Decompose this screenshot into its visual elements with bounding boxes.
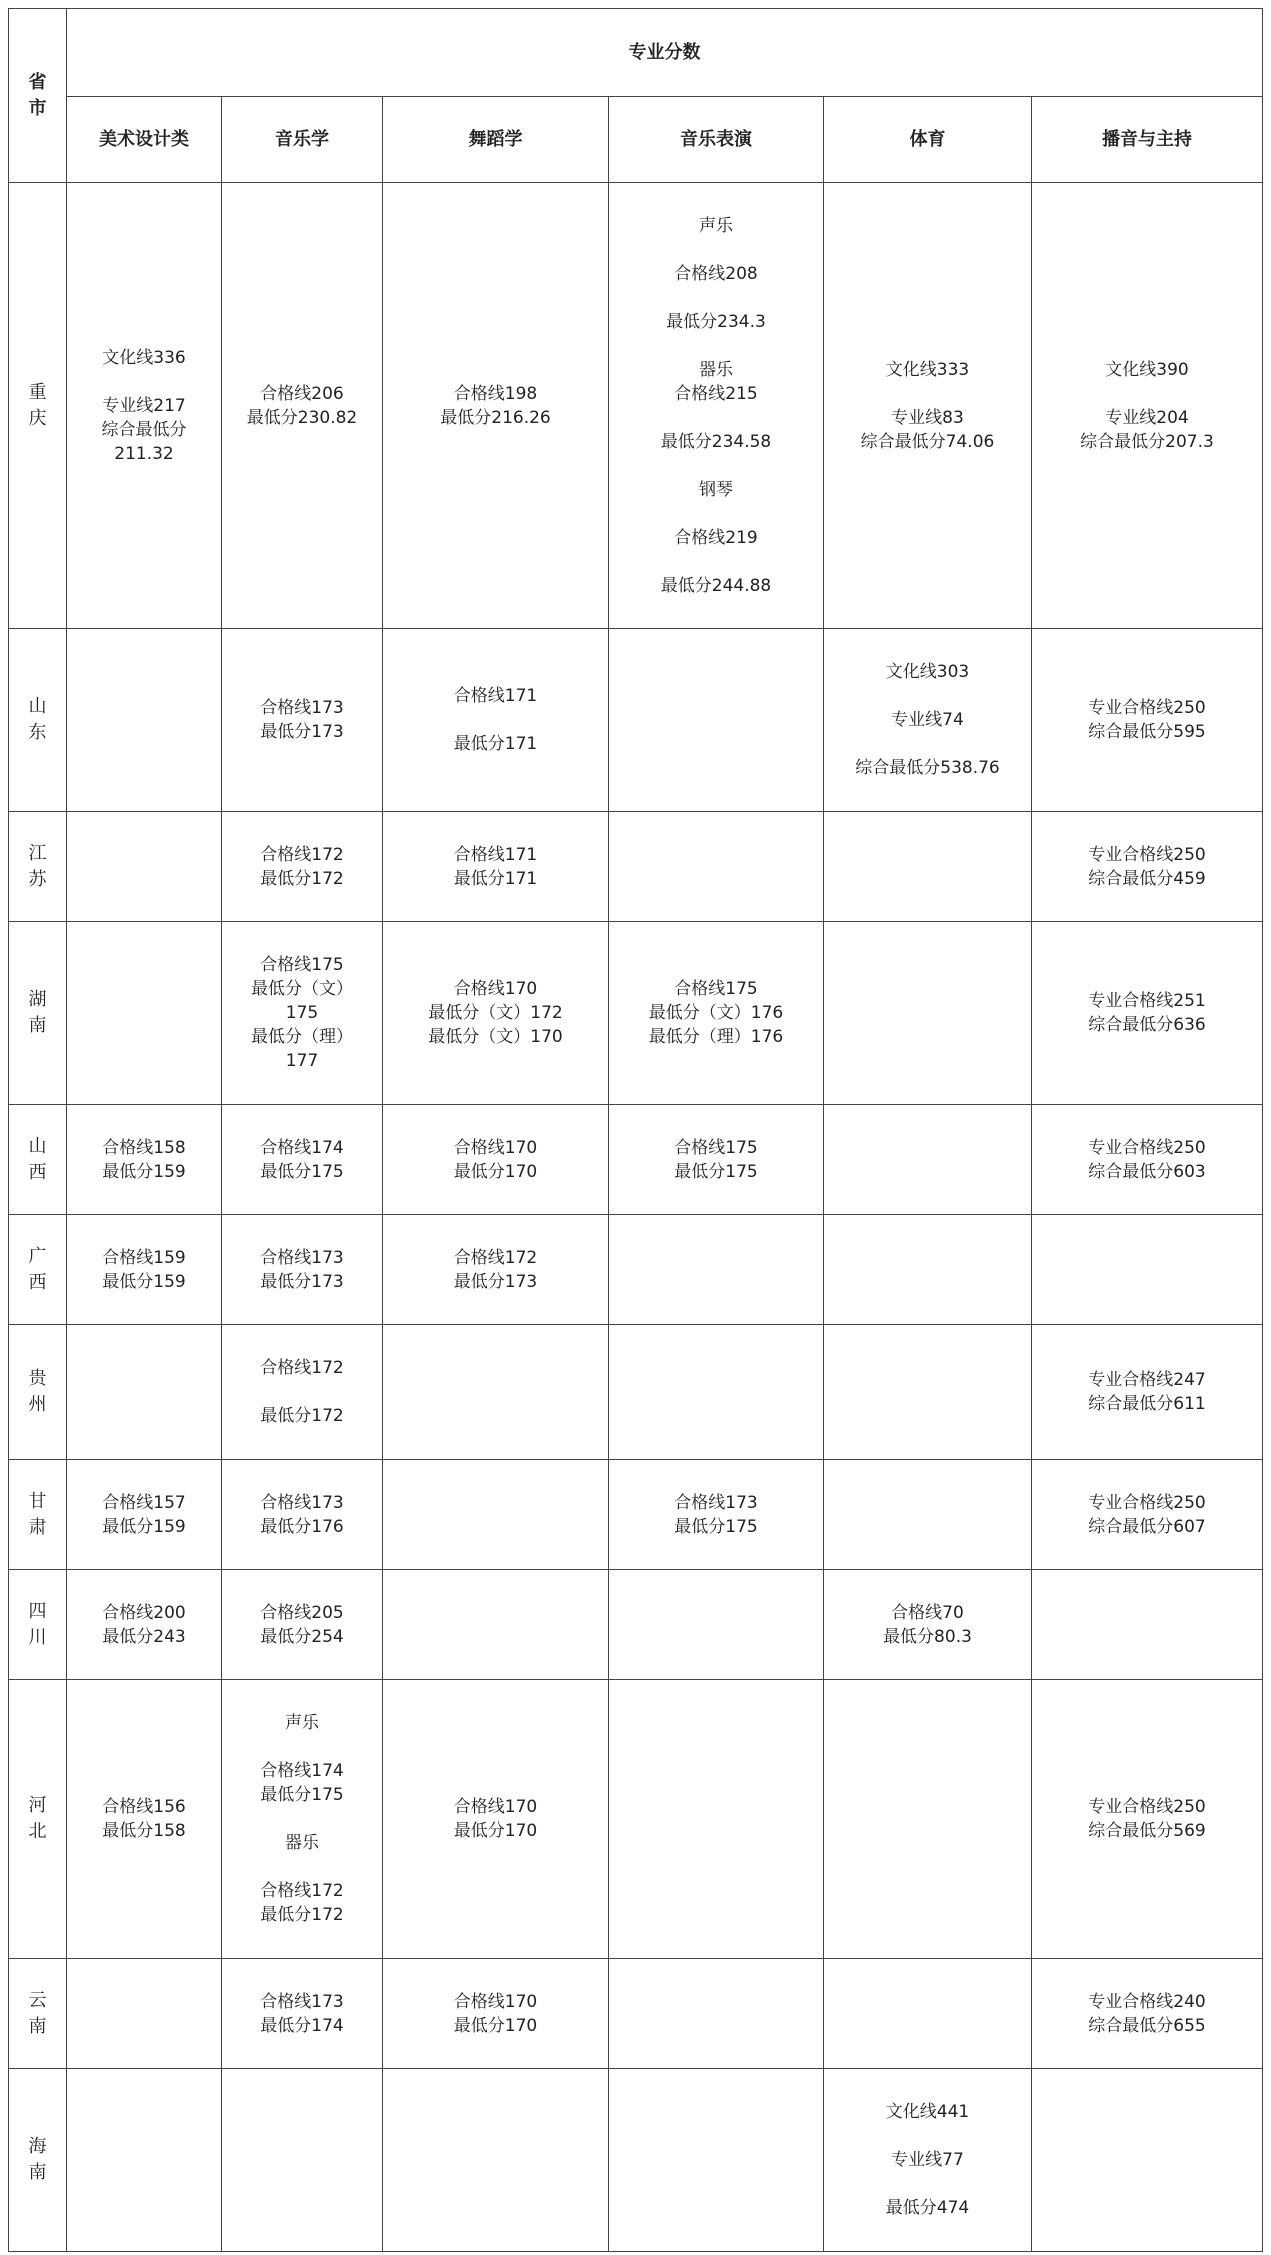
- group-header: 专业分数: [67, 9, 1263, 97]
- province-cell: [9, 183, 67, 629]
- score-cell-music-performance: [609, 183, 824, 629]
- score-line: 专业合格线250: [1088, 698, 1206, 718]
- province-name: 河北: [28, 1795, 47, 1842]
- score-cell-musicology: [222, 1215, 383, 1325]
- score-cell-music-performance: [609, 1570, 824, 1680]
- score-cell-musicology: [222, 2069, 383, 2252]
- score-line: 合格线173: [674, 1492, 758, 1513]
- score-cell-broadcasting: [1032, 922, 1263, 1105]
- score-cell-musicology: [222, 1570, 383, 1680]
- score-cell-broadcasting: [1032, 1959, 1263, 2069]
- province-name: 山西: [28, 1135, 47, 1183]
- line-gap: [828, 2124, 1027, 2148]
- score-cell-broadcasting: [1032, 1325, 1263, 1460]
- score-line: 文化线390: [1105, 359, 1189, 380]
- score-line: 最低分（理）: [251, 1027, 353, 1047]
- score-line: 最低分170: [453, 1161, 538, 1182]
- score-cell-music-performance: [609, 922, 824, 1105]
- line-gap: [613, 406, 819, 430]
- score-cell-pe: [824, 922, 1032, 1105]
- line-gap: [613, 286, 819, 310]
- score-line: 最低分171: [453, 868, 538, 889]
- score-line: 声乐: [699, 215, 733, 236]
- score-line: 最低分80.3: [883, 1626, 972, 1647]
- province-name: 湖南: [28, 989, 47, 1036]
- line-gap: [828, 382, 1027, 406]
- province-cell: [9, 1325, 67, 1460]
- line-gap: [226, 1380, 378, 1404]
- score-cell-pe: [824, 629, 1032, 812]
- col-header-musicology: 音乐学: [222, 97, 383, 183]
- province-cell: [9, 1680, 67, 1959]
- score-line: 合格线159: [102, 1247, 186, 1268]
- score-line: 合格线174: [260, 1761, 344, 1781]
- score-line: 合格线205: [260, 1602, 344, 1623]
- score-cell-pe: [824, 1680, 1032, 1959]
- line-gap: [613, 238, 819, 262]
- score-cell-broadcasting: [1032, 1105, 1263, 1215]
- score-line: 专业线74: [891, 710, 964, 730]
- score-line: 综合最低分74.06: [860, 431, 995, 452]
- score-cell-musicology: [222, 1959, 383, 2069]
- score-cell-art: [67, 1959, 222, 2069]
- score-line: 合格线200: [102, 1602, 186, 1623]
- score-line: 最低分172: [260, 1406, 344, 1426]
- score-cell-art: [67, 1215, 222, 1325]
- score-line: 综合最低分569: [1088, 1821, 1206, 1841]
- score-line: 合格线172: [260, 1358, 344, 1378]
- score-line: 合格线219: [674, 527, 758, 548]
- score-line: 最低分（文）: [251, 979, 353, 999]
- score-cell-music-performance: [609, 812, 824, 922]
- score-line: 最低分172: [260, 1905, 344, 1925]
- province-cell: [9, 2069, 67, 2252]
- score-cell-broadcasting: [1032, 1680, 1263, 1959]
- table-row: [9, 1325, 1263, 1460]
- line-gap: [613, 454, 819, 478]
- score-cell-music-performance: [609, 1460, 824, 1570]
- score-line: 最低分234.3: [666, 311, 766, 332]
- score-cell-art: [67, 1325, 222, 1460]
- score-cell-music-performance: [609, 1959, 824, 2069]
- score-line: 专业线217: [102, 395, 186, 416]
- province-name: 甘肃: [28, 1490, 47, 1538]
- score-cell-musicology: [222, 922, 383, 1105]
- province-header: [9, 9, 67, 183]
- score-line: 合格线170: [453, 1137, 538, 1158]
- score-cell-dance: [383, 1959, 609, 2069]
- score-line: 合格线170: [453, 1991, 538, 2012]
- score-line: 专业合格线250: [1088, 844, 1206, 865]
- score-line: 最低分170: [453, 1821, 538, 1841]
- score-line: 最低分243: [102, 1626, 186, 1647]
- score-line: 最低分173: [260, 1271, 344, 1292]
- table-row: [9, 183, 1263, 629]
- line-gap: [613, 334, 819, 358]
- score-line: 最低分175: [674, 1516, 758, 1537]
- table-row: [9, 1215, 1263, 1325]
- score-cell-dance: [383, 2069, 609, 2252]
- table-row: [9, 1460, 1263, 1570]
- table-row: [9, 2069, 1263, 2252]
- province-cell: [9, 1570, 67, 1680]
- score-cell-dance: [383, 812, 609, 922]
- score-cell-musicology: [222, 1325, 383, 1460]
- score-cell-dance: [383, 1460, 609, 1570]
- score-line: 合格线170: [453, 1797, 538, 1817]
- score-line: 合格线175: [260, 955, 344, 975]
- score-cell-art: [67, 1460, 222, 1570]
- score-cell-broadcasting: [1032, 629, 1263, 812]
- table-row: [9, 1570, 1263, 1680]
- score-line: 文化线333: [885, 359, 970, 380]
- score-line: 合格线208: [674, 263, 758, 284]
- score-line: 综合最低分607: [1088, 1516, 1206, 1537]
- score-line: 器乐: [699, 359, 733, 380]
- score-cell-broadcasting: [1032, 1460, 1263, 1570]
- score-cell-pe: [824, 1105, 1032, 1215]
- score-line: 最低分254: [260, 1626, 344, 1647]
- score-line: 综合最低分538.76: [855, 758, 1000, 778]
- score-line: 综合最低分636: [1088, 1015, 1206, 1035]
- line-gap: [226, 1735, 378, 1759]
- score-line: 专业合格线250: [1088, 1137, 1206, 1158]
- table-row: [9, 922, 1263, 1105]
- score-line: 最低分158: [102, 1821, 186, 1841]
- col-header-dance: 舞蹈学: [383, 97, 609, 183]
- score-cell-pe: [824, 183, 1032, 629]
- score-line: 专业合格线251: [1088, 991, 1206, 1011]
- score-cell-dance: [383, 1680, 609, 1959]
- score-cell-musicology: [222, 183, 383, 629]
- province-cell: [9, 1215, 67, 1325]
- score-line: 专业合格线240: [1088, 1991, 1206, 2012]
- score-cell-art: [67, 2069, 222, 2252]
- province-cell: [9, 1105, 67, 1215]
- score-line: 专业线204: [1105, 407, 1189, 428]
- score-line: 合格线158: [102, 1137, 186, 1158]
- table-row: [9, 629, 1263, 812]
- score-line: 最低分173: [453, 1271, 538, 1292]
- score-line: 合格线170: [453, 979, 538, 999]
- score-line: 合格线173: [260, 1991, 344, 2012]
- province-cell: [9, 1959, 67, 2069]
- score-line: 175: [285, 1003, 319, 1023]
- col-header-music-performance: 音乐表演: [609, 97, 824, 183]
- score-line: 最低分234.58: [660, 431, 772, 452]
- province-cell: [9, 922, 67, 1105]
- table-row: [9, 1105, 1263, 1215]
- score-cell-art: [67, 812, 222, 922]
- score-line: 合格线175: [674, 979, 758, 999]
- score-line: 合格线206: [260, 383, 344, 404]
- score-cell-dance: [383, 922, 609, 1105]
- score-line: 177: [285, 1051, 319, 1071]
- score-cell-dance: [383, 1570, 609, 1680]
- score-line: 最低分171: [453, 734, 538, 754]
- score-line: 综合最低分595: [1088, 722, 1206, 742]
- province-cell: [9, 812, 67, 922]
- score-line: 综合最低分655: [1088, 2015, 1206, 2036]
- line-gap: [226, 1807, 378, 1831]
- score-line: 最低分159: [102, 1516, 186, 1537]
- province-header-text: 省市: [28, 71, 47, 119]
- score-line: 综合最低分207.3: [1080, 431, 1214, 452]
- province-name: 海南: [28, 2136, 47, 2183]
- score-cell-musicology: [222, 1680, 383, 1959]
- score-cell-music-performance: [609, 1325, 824, 1460]
- score-line: 最低分174: [260, 2015, 344, 2036]
- province-name: 山东: [28, 696, 47, 743]
- score-line: 合格线173: [260, 1247, 344, 1268]
- province-name: 重庆: [28, 381, 47, 429]
- line-gap: [828, 2172, 1027, 2196]
- score-cell-broadcasting: [1032, 1570, 1263, 1680]
- score-line: 合格线172: [453, 1247, 538, 1268]
- province-name: 广西: [28, 1245, 47, 1293]
- score-line: 专业线77: [891, 2150, 964, 2170]
- line-gap: [613, 502, 819, 526]
- score-cell-art: [67, 183, 222, 629]
- score-line: 钢琴: [699, 479, 733, 500]
- score-cell-music-performance: [609, 2069, 824, 2252]
- score-line: 最低分159: [102, 1161, 186, 1182]
- score-cell-art: [67, 922, 222, 1105]
- score-line: 最低分216.26: [440, 407, 551, 428]
- province-cell: [9, 1460, 67, 1570]
- score-cell-art: [67, 629, 222, 812]
- province-name: 贵州: [28, 1368, 47, 1415]
- score-line: 最低分172: [260, 868, 344, 889]
- score-line: 合格线70: [891, 1602, 964, 1623]
- score-line: 器乐: [285, 1833, 319, 1853]
- score-cell-musicology: [222, 812, 383, 922]
- score-cell-dance: [383, 1215, 609, 1325]
- score-line: 声乐: [285, 1713, 319, 1733]
- line-gap: [71, 370, 217, 394]
- score-cell-dance: [383, 629, 609, 812]
- score-line: 最低分（文）170: [428, 1027, 563, 1047]
- col-header-pe: 体育: [824, 97, 1032, 183]
- score-line: 合格线198: [453, 383, 538, 404]
- score-line: 合格线172: [260, 844, 344, 865]
- score-cell-art: [67, 1680, 222, 1959]
- score-cell-music-performance: [609, 1680, 824, 1959]
- score-cell-pe: [824, 1215, 1032, 1325]
- score-cell-broadcasting: [1032, 812, 1263, 922]
- score-cell-music-performance: [609, 1215, 824, 1325]
- province-name: 江苏: [28, 842, 47, 890]
- score-line: 合格线173: [260, 1492, 344, 1513]
- score-cell-musicology: [222, 629, 383, 812]
- score-line: 最低分176: [260, 1516, 344, 1537]
- score-line: 合格线215: [674, 383, 758, 404]
- score-cell-music-performance: [609, 1105, 824, 1215]
- score-line: 综合最低分603: [1088, 1161, 1206, 1182]
- score-line: 合格线156: [102, 1797, 186, 1817]
- table-row: [9, 1680, 1263, 1959]
- score-line: 文化线441: [885, 2102, 970, 2122]
- score-line: 最低分175: [260, 1161, 344, 1182]
- score-line: 综合最低分459: [1088, 868, 1206, 889]
- score-cell-music-performance: [609, 629, 824, 812]
- line-gap: [387, 708, 604, 732]
- line-gap: [226, 1855, 378, 1879]
- score-line: 最低分（文）176: [648, 1003, 784, 1023]
- score-line: 合格线171: [453, 844, 538, 865]
- score-line: 合格线175: [674, 1137, 758, 1158]
- table-row: [9, 1959, 1263, 2069]
- score-cell-musicology: [222, 1460, 383, 1570]
- table-row: [9, 812, 1263, 922]
- score-cell-broadcasting: [1032, 2069, 1263, 2252]
- score-line: 最低分159: [102, 1271, 186, 1292]
- score-line: 合格线172: [260, 1881, 344, 1901]
- score-line: 专业合格线247: [1088, 1370, 1206, 1390]
- score-line: 专业线83: [891, 407, 964, 428]
- score-cell-musicology: [222, 1105, 383, 1215]
- score-line: 文化线336: [102, 347, 186, 368]
- col-header-art: 美术设计类: [67, 97, 222, 183]
- province-name: 四川: [28, 1600, 47, 1648]
- line-gap: [828, 684, 1027, 708]
- score-cell-dance: [383, 183, 609, 629]
- score-line: 最低分170: [453, 2015, 538, 2036]
- score-cell-art: [67, 1570, 222, 1680]
- score-line: 最低分173: [260, 722, 344, 742]
- score-line: 综合最低分: [101, 419, 187, 440]
- score-cell-pe: [824, 1325, 1032, 1460]
- score-cell-pe: [824, 1959, 1032, 2069]
- score-line: 文化线303: [885, 662, 970, 682]
- province-name: 云南: [28, 1989, 47, 2037]
- score-line: 合格线157: [102, 1492, 186, 1513]
- score-line: 合格线173: [260, 698, 344, 718]
- score-line: 最低分（理）176: [648, 1027, 784, 1047]
- line-gap: [1036, 382, 1258, 406]
- score-cell-art: [67, 1105, 222, 1215]
- score-cell-dance: [383, 1105, 609, 1215]
- score-line: 合格线174: [260, 1137, 344, 1158]
- score-line: 综合最低分611: [1088, 1394, 1206, 1414]
- score-cell-broadcasting: [1032, 183, 1263, 629]
- score-line: 最低分244.88: [660, 575, 772, 596]
- score-cell-pe: [824, 1460, 1032, 1570]
- score-cell-broadcasting: [1032, 1215, 1263, 1325]
- score-line: 最低分230.82: [246, 407, 358, 428]
- line-gap: [613, 550, 819, 574]
- score-line: 最低分（文）172: [428, 1003, 563, 1023]
- score-cell-pe: [824, 812, 1032, 922]
- score-line: 专业合格线250: [1088, 1492, 1206, 1513]
- score-line: 合格线171: [453, 686, 538, 706]
- score-line: 211.32: [114, 443, 174, 464]
- score-table: [8, 8, 1263, 2252]
- col-header-broadcasting: 播音与主持: [1032, 97, 1263, 183]
- score-line: 最低分474: [885, 2198, 970, 2218]
- score-cell-pe: [824, 1570, 1032, 1680]
- score-line: 专业合格线250: [1088, 1797, 1206, 1817]
- score-line: 最低分175: [260, 1785, 344, 1805]
- line-gap: [828, 732, 1027, 756]
- score-cell-pe: [824, 2069, 1032, 2252]
- score-cell-dance: [383, 1325, 609, 1460]
- score-line: 最低分175: [674, 1161, 758, 1182]
- province-cell: [9, 629, 67, 812]
